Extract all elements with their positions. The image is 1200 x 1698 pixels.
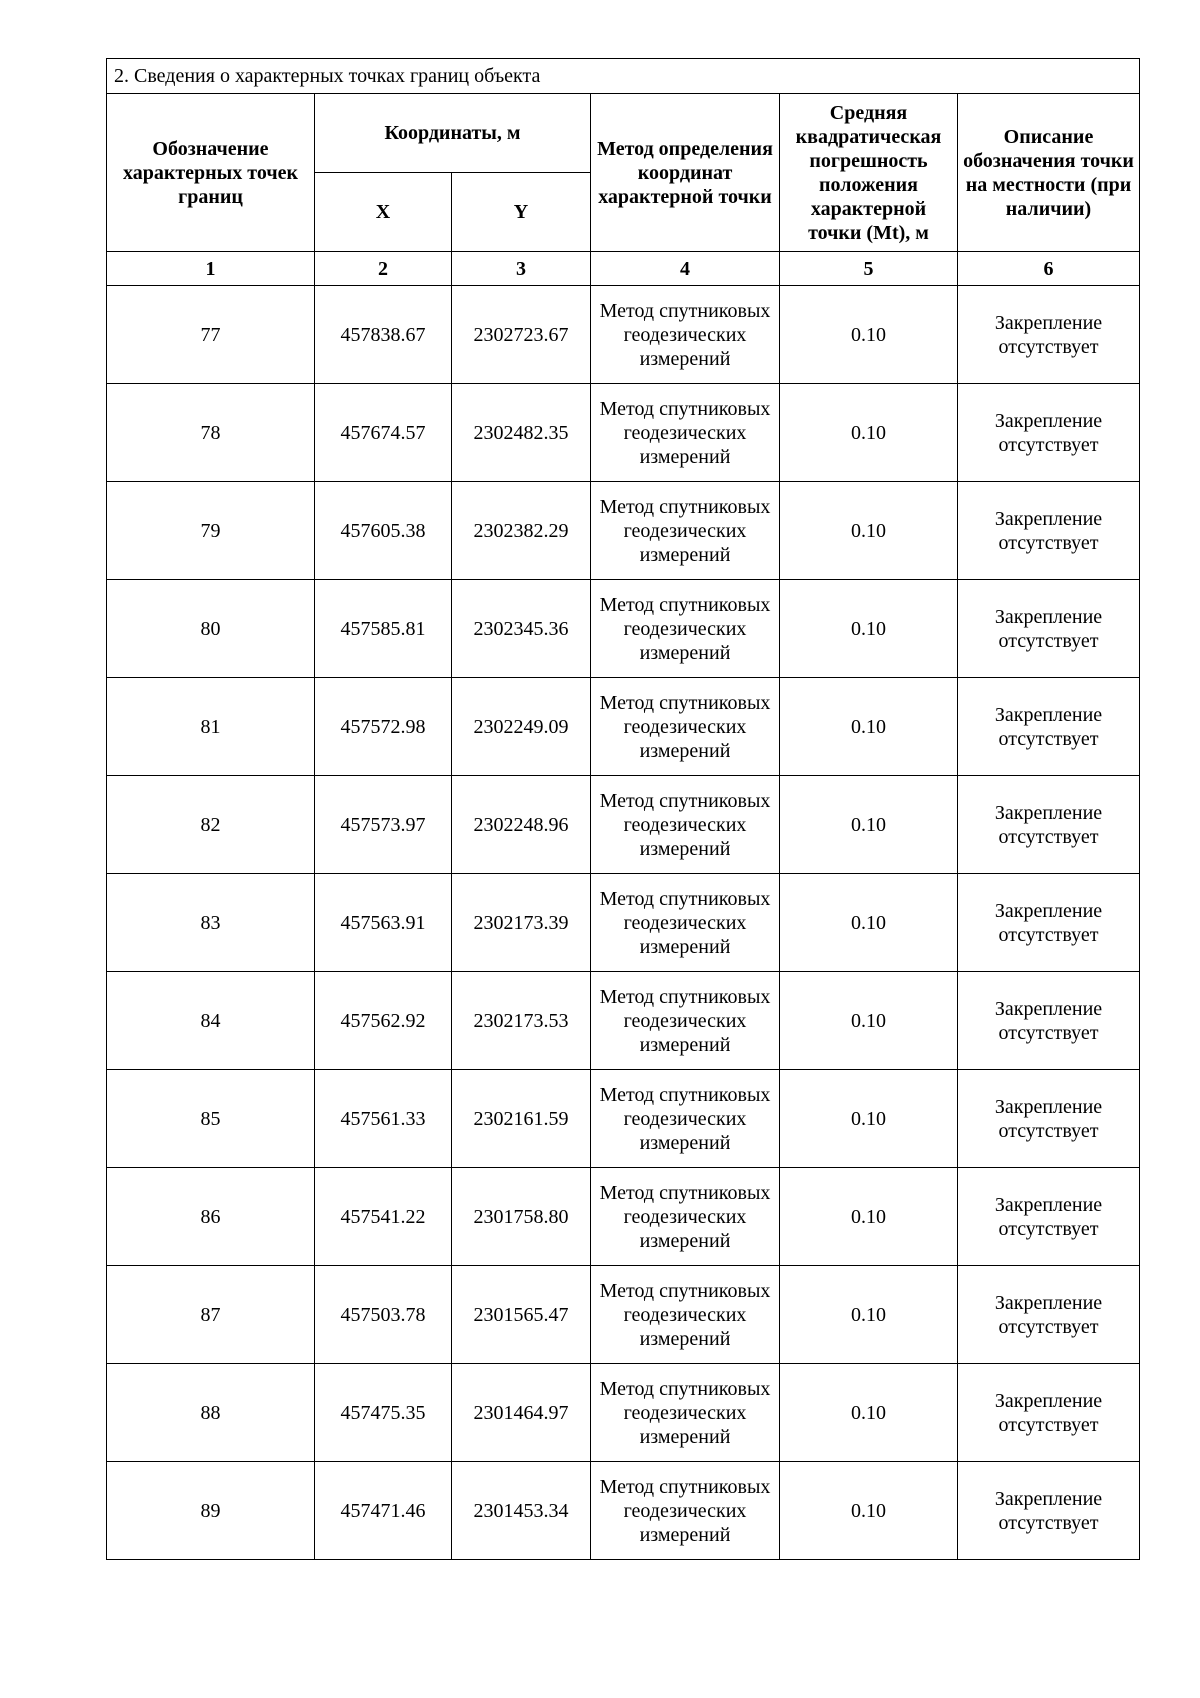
table-row [107,1462,1140,1560]
cell-mt: 0.10 [780,482,958,580]
cell-description: Закрепление отсутствует [958,384,1140,482]
cell-method: Метод спутниковых геодезических измерений [591,776,780,874]
cell-y: 2301565.47 [452,1266,591,1364]
cell-method: Метод спутниковых геодезических измерений [591,286,780,384]
table-row [107,678,1140,776]
cell-point: 81 [107,678,315,776]
header-description: Описание обозначения точки на местности (при наличии) [958,94,1140,252]
column-number: 2 [315,252,452,286]
table-row [107,1266,1140,1364]
cell-y: 2301758.80 [452,1168,591,1266]
cell-y: 2302249.09 [452,678,591,776]
table-row [107,1364,1140,1462]
cell-point: 82 [107,776,315,874]
cell-y: 2302161.59 [452,1070,591,1168]
header-x: X [315,173,452,252]
cell-point: 84 [107,972,315,1070]
cell-point: 87 [107,1266,315,1364]
cell-method: Метод спутниковых геодезических измерений [591,678,780,776]
cell-point: 78 [107,384,315,482]
cell-description: Закрепление отсутствует [958,874,1140,972]
cell-method: Метод спутниковых геодезических измерений [591,972,780,1070]
cell-x: 457573.97 [315,776,452,874]
cell-x: 457541.22 [315,1168,452,1266]
column-number: 6 [958,252,1140,286]
table-row [107,874,1140,972]
cell-mt: 0.10 [780,776,958,874]
cell-mt: 0.10 [780,1364,958,1462]
table-row [107,580,1140,678]
header-designation: Обозначение характерных точек границ [107,94,315,252]
cell-method: Метод спутниковых геодезических измерений [591,482,780,580]
cell-description: Закрепление отсутствует [958,482,1140,580]
cell-x: 457838.67 [315,286,452,384]
cell-mt: 0.10 [780,580,958,678]
column-number-row [107,252,1140,286]
cell-method: Метод спутниковых геодезических измерений [591,1462,780,1560]
cell-mt: 0.10 [780,286,958,384]
cell-mt: 0.10 [780,874,958,972]
cell-method: Метод спутниковых геодезических измерений [591,874,780,972]
cell-method: Метод спутниковых геодезических измерений [591,580,780,678]
column-number: 4 [591,252,780,286]
table-row [107,482,1140,580]
cell-description: Закрепление отсутствует [958,286,1140,384]
cell-mt: 0.10 [780,972,958,1070]
cell-x: 457562.92 [315,972,452,1070]
cell-method: Метод спутниковых геодезических измерений [591,1168,780,1266]
cell-x: 457475.35 [315,1364,452,1462]
cell-mt: 0.10 [780,1462,958,1560]
header-error: Средняя квадратическая погрешность положения характерной точки (Mt), м [780,94,958,252]
cell-description: Закрепление отсутствует [958,1168,1140,1266]
table-row [107,286,1140,384]
cell-method: Метод спутниковых геодезических измерений [591,1364,780,1462]
cell-x: 457674.57 [315,384,452,482]
cell-point: 88 [107,1364,315,1462]
table-body [107,286,1140,1560]
cell-mt: 0.10 [780,1070,958,1168]
cell-y: 2302723.67 [452,286,591,384]
column-number: 1 [107,252,315,286]
cell-mt: 0.10 [780,1168,958,1266]
cell-y: 2301453.34 [452,1462,591,1560]
header-method: Метод определения координат характерной точки [591,94,780,252]
cell-mt: 0.10 [780,1266,958,1364]
cell-description: Закрепление отсутствует [958,1266,1140,1364]
column-number: 3 [452,252,591,286]
section-title: 2. Сведения о характерных точках границ объекта [107,59,1140,94]
cell-description: Закрепление отсутствует [958,972,1140,1070]
table-header [107,59,1140,286]
header-y: Y [452,173,591,252]
cell-y: 2302382.29 [452,482,591,580]
cell-x: 457605.38 [315,482,452,580]
cell-description: Закрепление отсутствует [958,776,1140,874]
cell-point: 83 [107,874,315,972]
cell-y: 2301464.97 [452,1364,591,1462]
cell-point: 85 [107,1070,315,1168]
cell-y: 2302173.53 [452,972,591,1070]
cell-description: Закрепление отсутствует [958,1364,1140,1462]
table-row [107,972,1140,1070]
table-row [107,1070,1140,1168]
cell-x: 457563.91 [315,874,452,972]
cell-y: 2302482.35 [452,384,591,482]
cell-mt: 0.10 [780,678,958,776]
cell-point: 86 [107,1168,315,1266]
cell-x: 457471.46 [315,1462,452,1560]
cell-x: 457572.98 [315,678,452,776]
cell-method: Метод спутниковых геодезических измерений [591,1070,780,1168]
cell-description: Закрепление отсутствует [958,580,1140,678]
cell-description: Закрепление отсутствует [958,1070,1140,1168]
cell-y: 2302248.96 [452,776,591,874]
cell-method: Метод спутниковых геодезических измерений [591,384,780,482]
cell-method: Метод спутниковых геодезических измерений [591,1266,780,1364]
cell-point: 89 [107,1462,315,1560]
cell-x: 457561.33 [315,1070,452,1168]
table-row [107,776,1140,874]
boundary-points-table [106,58,1140,1560]
cell-y: 2302173.39 [452,874,591,972]
table-row [107,1168,1140,1266]
cell-description: Закрепление отсутствует [958,678,1140,776]
cell-point: 80 [107,580,315,678]
table-row [107,384,1140,482]
cell-description: Закрепление отсутствует [958,1462,1140,1560]
header-coordinates: Координаты, м [315,94,591,173]
column-number: 5 [780,252,958,286]
cell-y: 2302345.36 [452,580,591,678]
cell-point: 77 [107,286,315,384]
cell-point: 79 [107,482,315,580]
cell-x: 457585.81 [315,580,452,678]
cell-x: 457503.78 [315,1266,452,1364]
cell-mt: 0.10 [780,384,958,482]
